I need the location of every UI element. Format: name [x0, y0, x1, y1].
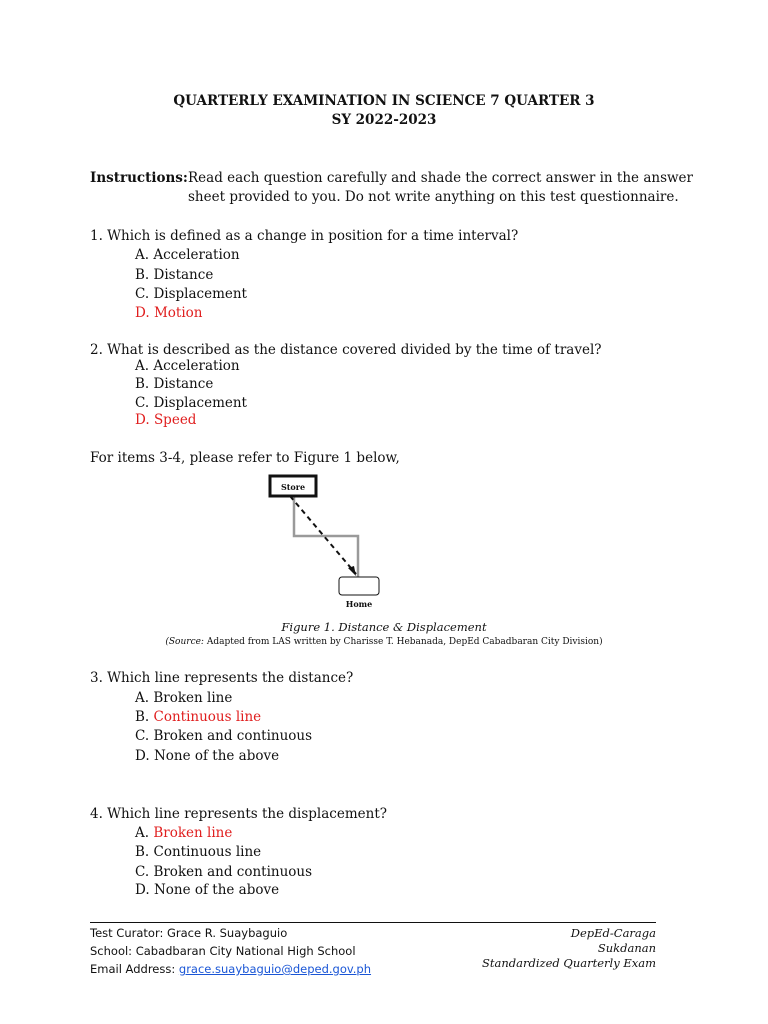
- home-box: [339, 577, 379, 595]
- figure-intro: For items 3-4, please refer to Figure 1 below,: [90, 450, 400, 466]
- instructions-line-2: sheet provided to you. Do not write anything on this test questionnaire.: [188, 189, 679, 205]
- q4-option-a-answer: Broken line: [153, 825, 233, 841]
- figure-caption: Figure 1. Distance & Displacement: [281, 620, 487, 634]
- instructions-label-bold: Instructions:: [90, 170, 188, 186]
- footer-org: DepEd-Caraga: [570, 926, 656, 940]
- q2-option-a: A. Acceleration: [135, 358, 240, 374]
- q3-option-a: A. Broken line: [135, 690, 233, 706]
- q1-option-c: C. Displacement: [135, 286, 247, 302]
- email-row: [90, 962, 371, 976]
- q1-option-b: B. Distance: [135, 267, 214, 283]
- distance-displacement-figure: [260, 470, 400, 615]
- q2-option-d-answer: D. Speed: [135, 412, 197, 428]
- question-4: 4. Which line represents the displacement?: [90, 806, 387, 822]
- store-label: Store: [280, 482, 306, 492]
- exam-title: QUARTERLY EXAMINATION IN SCIENCE 7 QUARTER 3: [173, 93, 595, 109]
- school-year: SY 2022-2023: [331, 112, 437, 128]
- q2-option-b: B. Distance: [135, 376, 214, 392]
- q3-option-b: B. Continuous line: [135, 709, 262, 725]
- question-1: 1. Which is defined as a change in position for a time interval?: [90, 228, 519, 244]
- figure-source: (Source: Adapted from LAS written by Charisse T. Hebanada, DepEd Cabadbaran City Division): [165, 637, 603, 647]
- email-link[interactable]: grace.suaybaguio@deped.gov.ph: [178, 962, 372, 976]
- question-3: 3. Which line represents the distance?: [90, 670, 354, 686]
- question-2: 2. What is described as the distance covered divided by the time of travel?: [90, 342, 602, 358]
- q4-option-a: A. Broken line: [135, 825, 233, 841]
- q3-option-b-answer: Continuous line: [153, 709, 262, 725]
- q4-option-b: B. Continuous line: [135, 844, 262, 860]
- q3-option-c: C. Broken and continuous: [135, 728, 313, 744]
- test-curator: Test Curator: Grace R. Suaybaguio: [90, 926, 288, 940]
- footer-divider: [90, 922, 656, 923]
- school-name: School: Cabadbaran City National High School: [90, 944, 356, 958]
- q1-option-a: A. Acceleration: [135, 247, 240, 263]
- q1-option-d-answer: D. Motion: [135, 305, 203, 321]
- email-label: Email Address:: [90, 962, 176, 976]
- q4-option-d: D. None of the above: [135, 882, 280, 898]
- instructions-line-1: Read each question carefully and shade the correct answer in the answer: [188, 170, 693, 186]
- footer-program: Sukdanan: [597, 941, 656, 955]
- q2-option-c: C. Displacement: [135, 395, 247, 411]
- home-label: Home: [345, 599, 373, 609]
- q4-option-c: C. Broken and continuous: [135, 864, 313, 880]
- footer-exam-type: Standardized Quarterly Exam: [482, 956, 656, 970]
- q3-option-d: D. None of the above: [135, 748, 280, 764]
